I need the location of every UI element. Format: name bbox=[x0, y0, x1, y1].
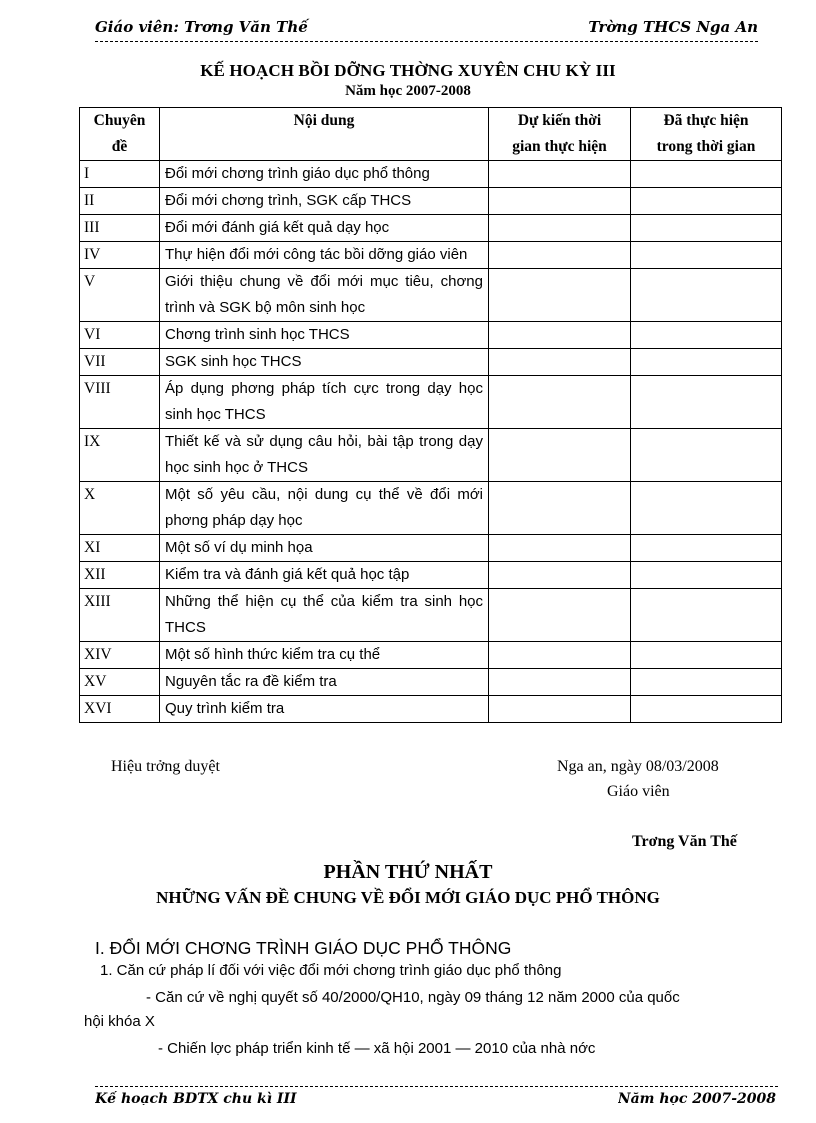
table-row bbox=[80, 562, 782, 589]
school-year: Năm học 2007-2008 bbox=[345, 83, 471, 99]
done-time-cell bbox=[631, 535, 782, 562]
planned-time-cell bbox=[489, 642, 631, 669]
done-time-cell bbox=[631, 269, 782, 322]
planned-time-cell bbox=[489, 669, 631, 696]
topic-content: Chơng trình sinh học THCS bbox=[160, 322, 489, 349]
done-time-cell bbox=[631, 188, 782, 215]
place-date: Nga an, ngày 08/03/2008 bbox=[557, 758, 719, 775]
topic-number: XVI bbox=[80, 696, 160, 723]
topic-number: XIII bbox=[80, 589, 160, 642]
planned-time-cell bbox=[489, 215, 631, 242]
topic-number: VI bbox=[80, 322, 160, 349]
teacher-name: Trơng Văn Thế bbox=[632, 833, 737, 850]
topic-content: Đổi mới chơng trình giáo dục phổ thông bbox=[160, 161, 489, 188]
planned-time-cell bbox=[489, 269, 631, 322]
header-divider bbox=[95, 41, 758, 42]
done-time-cell bbox=[631, 669, 782, 696]
table-header-row bbox=[80, 108, 782, 161]
table-row bbox=[80, 482, 782, 535]
planned-time-cell bbox=[489, 242, 631, 269]
table-row bbox=[80, 188, 782, 215]
done-time-cell bbox=[631, 215, 782, 242]
topic-content: Một số hình thức kiểm tra cụ thể bbox=[160, 642, 489, 669]
table-row bbox=[80, 376, 782, 429]
table-row bbox=[80, 242, 782, 269]
topic-content: Những thể hiện cụ thể của kiểm tra sinh học THCS bbox=[160, 589, 489, 642]
principal-approval: Hiệu trởng duyệt bbox=[111, 758, 220, 775]
plan-table bbox=[79, 107, 782, 723]
topic-number: III bbox=[80, 215, 160, 242]
topic-number: VIII bbox=[80, 376, 160, 429]
table-row bbox=[80, 669, 782, 696]
header-content: Nội dung bbox=[160, 108, 489, 161]
table-row bbox=[80, 642, 782, 669]
topic-number: V bbox=[80, 269, 160, 322]
done-time-cell bbox=[631, 242, 782, 269]
header-done-time: Đã thực hiện trong thời gian bbox=[631, 108, 782, 161]
topic-number: IX bbox=[80, 429, 160, 482]
table-row bbox=[80, 215, 782, 242]
done-time-cell bbox=[631, 429, 782, 482]
topic-number: II bbox=[80, 188, 160, 215]
planned-time-cell bbox=[489, 322, 631, 349]
planned-time-cell bbox=[489, 535, 631, 562]
table-row bbox=[80, 429, 782, 482]
table-row bbox=[80, 589, 782, 642]
topic-content: Đổi mới đánh giá kết quả dạy học bbox=[160, 215, 489, 242]
paragraph-1: 1. Căn cứ pháp lí đối với việc đổi mới chơng trình giáo dục phổ thông bbox=[100, 962, 562, 979]
table-row bbox=[80, 161, 782, 188]
topic-content: Nguyên tắc ra đề kiểm tra bbox=[160, 669, 489, 696]
header-teacher: Giáo viên: Trơng Văn Thế bbox=[95, 18, 308, 36]
topic-content: Một số ví dụ minh họa bbox=[160, 535, 489, 562]
planned-time-cell bbox=[489, 376, 631, 429]
topic-number: X bbox=[80, 482, 160, 535]
topic-number: XIV bbox=[80, 642, 160, 669]
table-row bbox=[80, 535, 782, 562]
footer-year: Năm học 2007-2008 bbox=[617, 1091, 776, 1105]
topic-content: Kiểm tra và đánh giá kết quả học tập bbox=[160, 562, 489, 589]
topic-content: Quy trình kiểm tra bbox=[160, 696, 489, 723]
table-row bbox=[80, 322, 782, 349]
planned-time-cell bbox=[489, 696, 631, 723]
topic-number: XV bbox=[80, 669, 160, 696]
header-school: Trờng THCS Nga An bbox=[588, 18, 758, 36]
planned-time-cell bbox=[489, 589, 631, 642]
done-time-cell bbox=[631, 376, 782, 429]
done-time-cell bbox=[631, 562, 782, 589]
table-row bbox=[80, 696, 782, 723]
topic-content: Áp dụng phơng pháp tích cực trong dạy học sinh học THCS bbox=[160, 376, 489, 429]
planned-time-cell bbox=[489, 482, 631, 535]
done-time-cell bbox=[631, 322, 782, 349]
done-time-cell bbox=[631, 349, 782, 376]
topic-content: Thự hiện đổi mới công tác bồi dỡng giáo viên bbox=[160, 242, 489, 269]
done-time-cell bbox=[631, 589, 782, 642]
part-title: PHẦN THỨ NHẤT bbox=[323, 861, 493, 883]
planned-time-cell bbox=[489, 562, 631, 589]
done-time-cell bbox=[631, 161, 782, 188]
header-topic: Chuyên đề bbox=[80, 108, 160, 161]
header-planned-time: Dự kiến thời gian thực hiện bbox=[489, 108, 631, 161]
done-time-cell bbox=[631, 642, 782, 669]
topic-number: VII bbox=[80, 349, 160, 376]
topic-content: Giới thiệu chung về đổi mới mục tiêu, chơng trình và SGK bộ môn sinh học bbox=[160, 269, 489, 322]
planned-time-cell bbox=[489, 188, 631, 215]
footer-divider bbox=[95, 1086, 778, 1087]
section-heading: I. ĐỔI MỚI CHƠNG TRÌNH GIÁO DỤC PHỔ THÔNG bbox=[95, 938, 512, 958]
topic-number: XII bbox=[80, 562, 160, 589]
planned-time-cell bbox=[489, 161, 631, 188]
planned-time-cell bbox=[489, 429, 631, 482]
paragraph-2: - Căn cứ về nghị quyết số 40/2000/QH10, ngày 09 tháng 12 năm 2000 của quốc bbox=[146, 989, 680, 1006]
table-row bbox=[80, 349, 782, 376]
topic-number: IV bbox=[80, 242, 160, 269]
topic-number: I bbox=[80, 161, 160, 188]
paragraph-3: hội khóa X bbox=[84, 1013, 155, 1030]
done-time-cell bbox=[631, 482, 782, 535]
paragraph-4: - Chiến lợc pháp triển kinh tế — xã hội 2001 — 2010 của nhà nớc bbox=[158, 1040, 596, 1057]
topic-content: SGK sinh học THCS bbox=[160, 349, 489, 376]
table-row bbox=[80, 269, 782, 322]
done-time-cell bbox=[631, 696, 782, 723]
topic-content: Đổi mới chơng trình, SGK cấp THCS bbox=[160, 188, 489, 215]
part-subtitle: NHỮNG VẤN ĐỀ CHUNG VỀ ĐỔI MỚI GIÁO DỤC PHỔ THÔNG bbox=[156, 888, 660, 907]
planned-time-cell bbox=[489, 349, 631, 376]
teacher-role: Giáo viên bbox=[607, 783, 670, 800]
topic-content: Thiết kế và sử dụng câu hỏi, bài tập trong dạy học sinh học ở THCS bbox=[160, 429, 489, 482]
topic-number: XI bbox=[80, 535, 160, 562]
document-title: KẾ HOẠCH BỒI DỠNG THỜNG XUYÊN CHU KỲ III bbox=[200, 61, 616, 80]
footer-plan: Kế hoạch BDTX chu kì III bbox=[95, 1091, 297, 1105]
topic-content: Một số yêu cầu, nội dung cụ thể về đổi mới phơng pháp dạy học bbox=[160, 482, 489, 535]
